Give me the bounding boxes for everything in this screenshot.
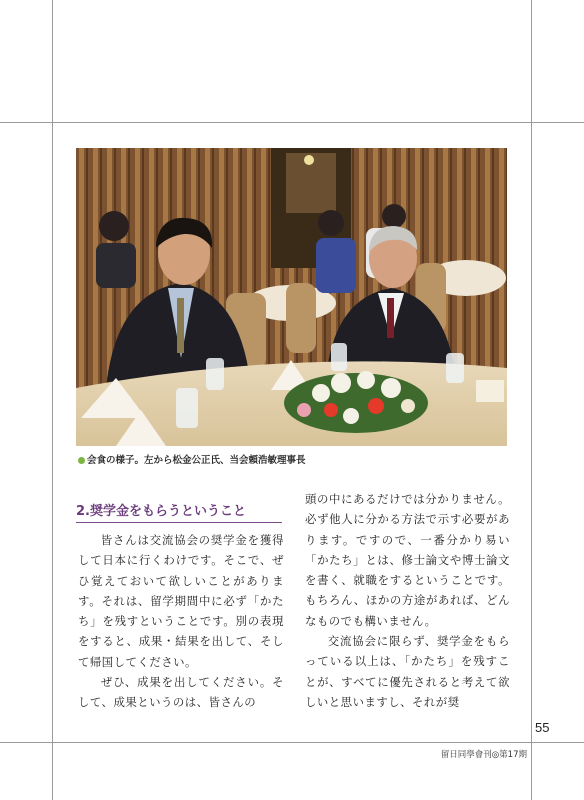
section-heading (76, 500, 282, 523)
right-column (305, 489, 510, 712)
left-paragraph-1: 皆さんは交流協会の奨学金を獲得して日本に行くわけです。そこで、ぜひ覚えておいて欲しいことがあります。それは、留学期間中に必ず「かたち」を残すということです。別の表現をすると、成果・結果を出して、そして帰国してください。 (78, 533, 284, 669)
section-heading-text: 2.奨学金をもらうということ (76, 504, 246, 519)
page-number: 55 (535, 720, 550, 735)
caption-text: 会食の様子。左から松金公正氏、当会頼浩敏理事長 (87, 455, 306, 466)
photo-caption (78, 452, 508, 466)
crop-mark-top (0, 122, 584, 123)
journal-footer: 留日同學會刊◎第17期 (440, 750, 527, 760)
crop-mark-left (52, 0, 53, 800)
caption-bullet-icon (78, 457, 85, 464)
crop-mark-right (531, 0, 532, 800)
right-paragraph-2: 交流協会に限らず、奨学金をもらっている以上は、「かたち」を残すことが、すべてに優先されると考えて欲しいと思いますし、それが奨 (305, 634, 510, 709)
left-paragraph-2: ぜひ、成果を出してください。そして、成果というのは、皆さんの (78, 675, 284, 710)
crop-mark-bottom (0, 742, 584, 743)
banquet-photo (76, 148, 507, 446)
left-column (78, 530, 284, 713)
right-paragraph-1: 頭の中にあるだけでは分かりません。必ず他人に分かる方法で示す必要があります。ですので、一番分かり易い「かたち」とは、修士論文や博士論文を書く、就職をするということです。もちろん、ほかの方途があれば、どんなものでも構いません。 (305, 492, 510, 628)
